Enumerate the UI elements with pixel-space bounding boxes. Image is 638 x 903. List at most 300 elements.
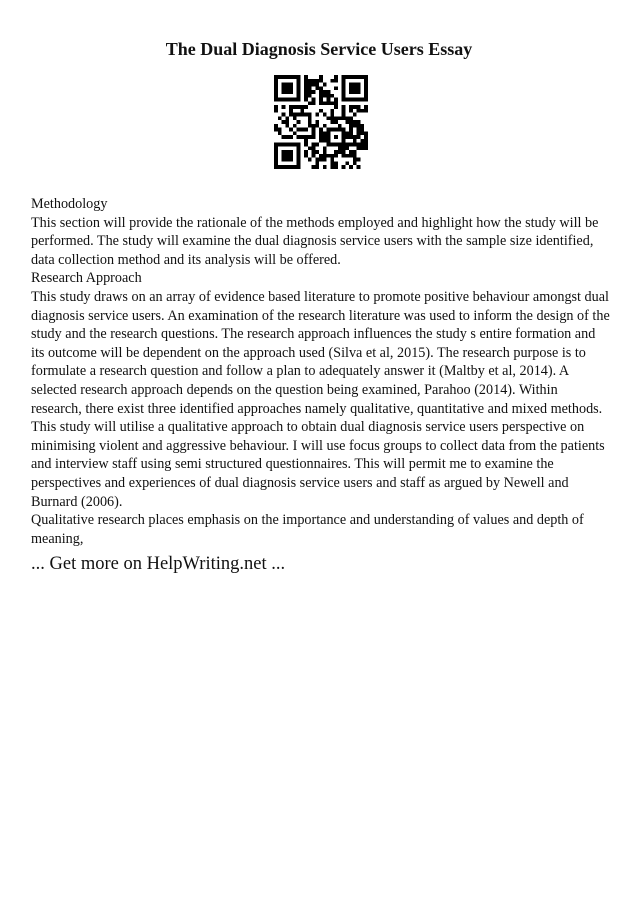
qr-module — [297, 120, 301, 124]
qr-module — [274, 105, 278, 109]
qr-module — [319, 154, 323, 158]
qr-module — [342, 94, 346, 98]
qr-module — [297, 113, 301, 117]
qr-module — [274, 150, 278, 154]
qr-module — [285, 165, 289, 169]
qr-module — [360, 143, 364, 147]
qr-module — [308, 94, 312, 98]
qr-module — [308, 90, 312, 94]
qr-module — [315, 143, 319, 147]
qr-module — [312, 146, 316, 150]
qr-module — [349, 154, 353, 158]
qr-module — [304, 90, 308, 94]
qr-module — [353, 150, 357, 154]
qr-module — [315, 150, 319, 154]
qr-module — [349, 83, 353, 87]
qr-module — [297, 128, 301, 132]
qr-module — [353, 120, 357, 124]
qr-module — [334, 154, 338, 158]
qr-module — [319, 75, 323, 79]
qr-module — [304, 98, 308, 102]
qr-module — [293, 113, 297, 117]
qr-module — [327, 94, 331, 98]
qr-module — [357, 131, 361, 135]
qr-module — [285, 154, 289, 158]
qr-module — [334, 135, 338, 139]
qr-module — [323, 131, 327, 135]
qr-module — [278, 143, 282, 147]
qr-module — [345, 120, 349, 124]
qr-module — [330, 161, 334, 165]
qr-module — [323, 90, 327, 94]
qr-module — [349, 109, 353, 113]
qr-module — [282, 120, 286, 124]
qr-module — [330, 128, 334, 132]
qr-module — [304, 113, 308, 117]
qr-module — [293, 165, 297, 169]
qr-module — [315, 161, 319, 165]
qr-module — [304, 105, 308, 109]
qr-module — [327, 154, 331, 158]
qr-module — [274, 143, 278, 147]
qr-module — [342, 131, 346, 135]
qr-module — [345, 146, 349, 150]
qr-module — [360, 139, 364, 143]
qr-module — [289, 98, 293, 102]
qr-module — [364, 131, 368, 135]
qr-module — [285, 120, 289, 124]
qr-module — [323, 158, 327, 162]
qr-module — [364, 143, 368, 147]
qr-module — [342, 116, 346, 120]
qr-module — [323, 124, 327, 128]
qr-module — [342, 83, 346, 87]
qr-module — [319, 139, 323, 143]
qr-module — [278, 116, 282, 120]
qr-module — [289, 135, 293, 139]
qr-module — [274, 124, 278, 128]
qr-module — [342, 139, 346, 143]
qr-module — [312, 154, 316, 158]
qr-module — [345, 116, 349, 120]
qr-module — [289, 150, 293, 154]
qr-module — [364, 135, 368, 139]
paragraph-methodology: This section will provide the rationale of the methods employed and highlight how the study will be performed. The study will examine the dual diagnosis service users with the sample size identified, data collection method and its analysis will be offered. — [31, 214, 599, 268]
qr-module — [289, 86, 293, 90]
qr-module — [342, 109, 346, 113]
qr-module — [297, 135, 301, 139]
qr-module — [312, 79, 316, 83]
qr-module — [334, 161, 338, 165]
qr-module — [297, 94, 301, 98]
qr-module — [357, 120, 361, 124]
qr-module — [300, 128, 304, 132]
qr-module — [312, 98, 316, 102]
qr-module — [345, 131, 349, 135]
qr-module — [282, 113, 286, 117]
qr-module — [357, 135, 361, 139]
qr-module — [304, 86, 308, 90]
qr-module — [304, 139, 308, 143]
qr-module — [282, 98, 286, 102]
qr-module — [334, 165, 338, 169]
qr-module — [285, 143, 289, 147]
qr-module — [308, 86, 312, 90]
qr-module — [289, 90, 293, 94]
qr-module — [293, 75, 297, 79]
qr-module — [357, 165, 361, 169]
qr-module — [349, 143, 353, 147]
qr-module — [330, 116, 334, 120]
qr-module — [289, 128, 293, 132]
qr-module — [319, 128, 323, 132]
qr-module — [315, 124, 319, 128]
qr-module — [338, 116, 342, 120]
qr-module — [319, 158, 323, 162]
qr-module — [297, 150, 301, 154]
qr-module — [342, 98, 346, 102]
qr-module — [342, 113, 346, 117]
qr-module — [308, 158, 312, 162]
qr-module — [293, 98, 297, 102]
qr-module — [289, 165, 293, 169]
qr-module — [345, 143, 349, 147]
qr-module — [334, 79, 338, 83]
qr-module — [297, 105, 301, 109]
qr-module — [319, 94, 323, 98]
qr-module — [282, 150, 286, 154]
qr-module — [274, 79, 278, 83]
qr-module — [342, 150, 346, 154]
qr-module — [357, 75, 361, 79]
qr-module — [274, 98, 278, 102]
qr-module — [342, 146, 346, 150]
qr-module — [278, 165, 282, 169]
qr-module — [315, 86, 319, 90]
qr-module — [334, 98, 338, 102]
qr-module — [330, 143, 334, 147]
qr-module — [353, 158, 357, 162]
qr-module — [327, 98, 331, 102]
qr-module — [342, 75, 346, 79]
qr-module — [360, 128, 364, 132]
qr-module — [364, 139, 368, 143]
qr-module — [334, 150, 338, 154]
qr-module — [285, 90, 289, 94]
qr-module — [342, 128, 346, 132]
qr-module — [334, 75, 338, 79]
qr-module — [319, 79, 323, 83]
qr-module — [312, 124, 316, 128]
qr-module — [342, 165, 346, 169]
qr-module — [319, 101, 323, 105]
qr-module — [327, 135, 331, 139]
qr-module — [282, 158, 286, 162]
qr-module — [357, 143, 361, 147]
qr-module — [304, 83, 308, 87]
qr-module — [308, 120, 312, 124]
qr-module — [360, 146, 364, 150]
qr-module — [323, 139, 327, 143]
qr-module — [323, 113, 327, 117]
qr-module — [357, 146, 361, 150]
qr-module — [360, 131, 364, 135]
qr-module — [315, 120, 319, 124]
qr-module — [327, 90, 331, 94]
qr-module — [357, 98, 361, 102]
qr-module — [274, 154, 278, 158]
qr-module — [349, 120, 353, 124]
qr-module — [349, 75, 353, 79]
qr-module — [274, 75, 278, 79]
qr-module — [282, 105, 286, 109]
qr-module — [304, 75, 308, 79]
qr-module — [319, 90, 323, 94]
qr-module — [364, 86, 368, 90]
qr-module — [327, 116, 331, 120]
qr-module — [349, 116, 353, 120]
qr-module — [330, 154, 334, 158]
qr-module — [345, 161, 349, 165]
qr-module — [278, 131, 282, 135]
qr-module — [360, 109, 364, 113]
qr-module — [364, 79, 368, 83]
qr-module — [304, 143, 308, 147]
qr-module — [360, 75, 364, 79]
get-more-link[interactable]: ... Get more on HelpWriting.net ... — [31, 554, 286, 574]
qr-module — [304, 150, 308, 154]
qr-module — [327, 139, 331, 143]
qr-module — [353, 139, 357, 143]
qr-module — [342, 86, 346, 90]
qr-module — [293, 124, 297, 128]
qr-module — [349, 128, 353, 132]
qr-module — [338, 124, 342, 128]
qr-module — [274, 109, 278, 113]
qr-module — [334, 128, 338, 132]
qr-module — [364, 98, 368, 102]
qr-module — [285, 116, 289, 120]
qr-module — [342, 105, 346, 109]
qr-module — [312, 101, 316, 105]
qr-module — [334, 120, 338, 124]
qr-module — [304, 154, 308, 158]
qr-module — [357, 128, 361, 132]
qr-module — [315, 83, 319, 87]
qr-module — [282, 154, 286, 158]
qr-module — [349, 135, 353, 139]
qr-module — [274, 128, 278, 132]
qr-module — [349, 86, 353, 90]
qr-module — [297, 79, 301, 83]
qr-module — [289, 113, 293, 117]
qr-module — [282, 86, 286, 90]
qr-module — [334, 101, 338, 105]
qr-module — [330, 158, 334, 162]
qr-module — [330, 79, 334, 83]
qr-module — [353, 124, 357, 128]
qr-module — [274, 90, 278, 94]
qr-module — [289, 158, 293, 162]
qr-module — [349, 124, 353, 128]
qr-module — [297, 158, 301, 162]
qr-module — [300, 109, 304, 113]
paragraph-research-approach: This study draws on an array of evidence based literature to promote positive behaviour amongst dual diagnosis service users. An examination of the research literature was used to inform the design of the study and the research questions. The research approach influences the study s entire formation and its outcome will be dependent on the approach used (Silva et al, 2015). The research purpose is to formulate a research question and follow a plan to adequately answer it (Maltby et al, 2014). A selected research approach depends on the question being examined, Parahoo (2014). Within research, there exist three identified approaches namely qualitative, quantitative and mixed methods. — [31, 288, 610, 417]
qr-module — [364, 75, 368, 79]
qr-code-graphic — [274, 75, 368, 169]
qr-module — [312, 83, 316, 87]
qr-module — [338, 150, 342, 154]
qr-module — [297, 146, 301, 150]
qr-module — [327, 128, 331, 132]
qr-module — [297, 90, 301, 94]
qr-module — [285, 158, 289, 162]
qr-module — [285, 86, 289, 90]
qr-module — [315, 79, 319, 83]
qr-module — [315, 165, 319, 169]
qr-module — [304, 128, 308, 132]
qr-module — [345, 98, 349, 102]
qr-module — [282, 90, 286, 94]
qr-module — [289, 143, 293, 147]
qr-module — [323, 135, 327, 139]
qr-module — [312, 143, 316, 147]
qr-module — [300, 105, 304, 109]
qr-module — [357, 109, 361, 113]
qr-module — [353, 86, 357, 90]
qr-module — [349, 165, 353, 169]
qr-module — [285, 83, 289, 87]
qr-module — [357, 83, 361, 87]
qr-module — [353, 113, 357, 117]
qr-module — [312, 165, 316, 169]
qr-module — [353, 135, 357, 139]
qr-module — [308, 124, 312, 128]
qr-module — [342, 154, 346, 158]
qr-module — [289, 105, 293, 109]
qr-module — [330, 94, 334, 98]
qr-module — [353, 161, 357, 165]
qr-module — [312, 135, 316, 139]
qr-module — [285, 124, 289, 128]
qr-module — [364, 105, 368, 109]
qr-module — [293, 143, 297, 147]
qr-module — [345, 75, 349, 79]
qr-module — [323, 165, 327, 169]
qr-module — [304, 94, 308, 98]
qr-module — [312, 128, 316, 132]
qr-module — [297, 75, 301, 79]
qr-module — [278, 75, 282, 79]
qr-module — [293, 105, 297, 109]
qr-module — [334, 105, 338, 109]
qr-module — [323, 94, 327, 98]
qr-module — [319, 86, 323, 90]
qr-module — [308, 135, 312, 139]
qr-module — [297, 143, 301, 147]
qr-module — [349, 105, 353, 109]
qr-module — [357, 90, 361, 94]
qr-module — [285, 135, 289, 139]
qr-module — [274, 161, 278, 165]
section-heading-methodology: Methodology — [31, 196, 108, 212]
qr-module — [319, 131, 323, 135]
qr-module — [330, 101, 334, 105]
qr-module — [323, 154, 327, 158]
qr-module — [327, 101, 331, 105]
qr-module — [342, 79, 346, 83]
qr-module — [353, 154, 357, 158]
qr-module — [319, 109, 323, 113]
qr-module — [364, 83, 368, 87]
qr-module — [308, 116, 312, 120]
qr-module — [274, 86, 278, 90]
qr-module — [293, 131, 297, 135]
qr-module — [323, 150, 327, 154]
qr-module — [353, 98, 357, 102]
qr-module — [338, 146, 342, 150]
qr-module — [330, 109, 334, 113]
qr-module — [334, 116, 338, 120]
page-title: The Dual Diagnosis Service Users Essay — [165, 39, 473, 59]
qr-module — [315, 158, 319, 162]
qr-module — [308, 101, 312, 105]
qr-module — [360, 124, 364, 128]
qr-module — [312, 90, 316, 94]
qr-module — [300, 135, 304, 139]
qr-module — [304, 135, 308, 139]
qr-module — [334, 86, 338, 90]
qr-module — [278, 128, 282, 132]
qr-module — [285, 150, 289, 154]
qr-module — [308, 113, 312, 117]
qr-module — [357, 86, 361, 90]
qr-module — [338, 128, 342, 132]
qr-module — [304, 79, 308, 83]
qr-module — [297, 161, 301, 165]
qr-module — [297, 83, 301, 87]
qr-module — [315, 113, 319, 117]
qr-module — [330, 165, 334, 169]
qr-module — [323, 101, 327, 105]
qr-module — [289, 83, 293, 87]
qr-module — [289, 154, 293, 158]
paragraph-qualitative-research: Qualitative research places emphasis on the importance and understanding of values and depth of meaning, — [31, 512, 584, 547]
qr-module — [349, 98, 353, 102]
qr-module — [357, 105, 361, 109]
qr-module — [282, 165, 286, 169]
qr-module — [278, 98, 282, 102]
qr-module — [364, 146, 368, 150]
qr-module — [334, 143, 338, 147]
qr-module — [353, 75, 357, 79]
qr-module — [338, 143, 342, 147]
qr-module — [353, 143, 357, 147]
qr-module — [289, 75, 293, 79]
qr-module — [297, 98, 301, 102]
qr-module — [297, 165, 301, 169]
qr-module — [349, 90, 353, 94]
qr-module — [357, 158, 361, 162]
qr-module — [308, 83, 312, 87]
qr-module — [323, 83, 327, 87]
qr-module — [345, 135, 349, 139]
qr-module — [274, 83, 278, 87]
qr-code-icon — [274, 75, 368, 169]
qr-module — [285, 75, 289, 79]
section-heading-research-approach: Research Approach — [31, 270, 142, 287]
qr-module — [312, 150, 316, 154]
